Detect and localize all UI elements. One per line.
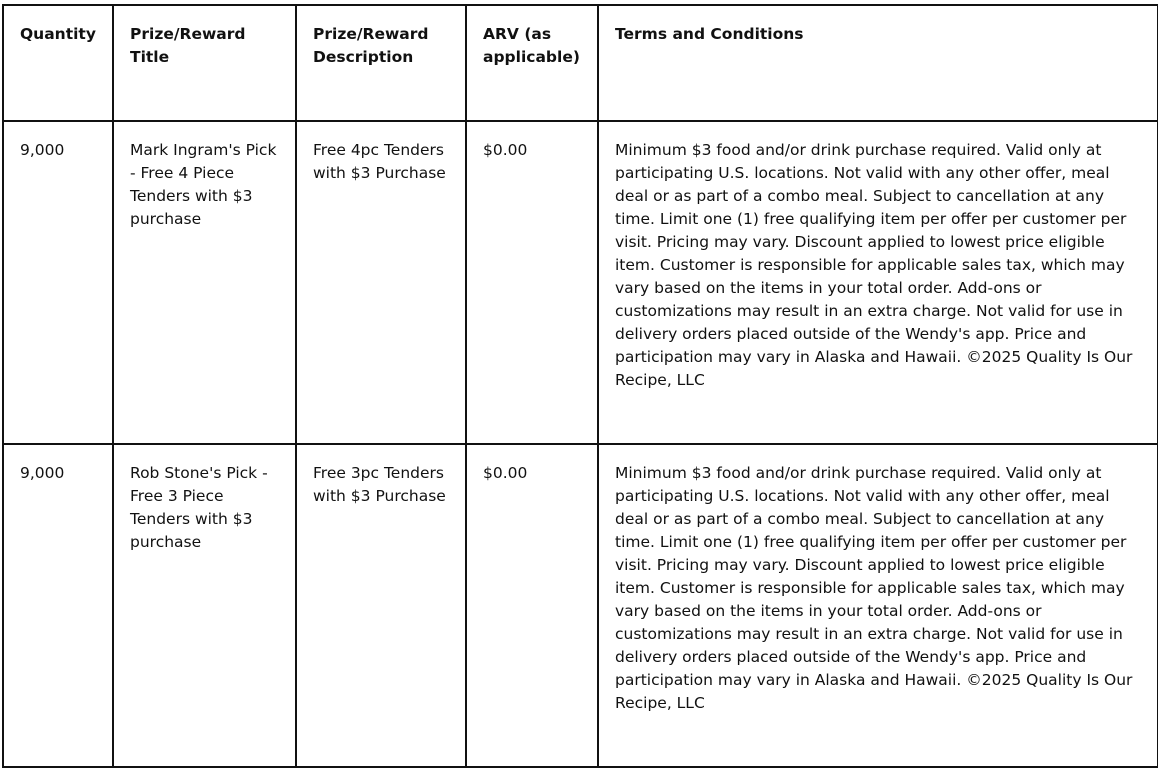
table-header <box>3 5 1158 121</box>
header-description: Prize/Reward Description <box>296 5 466 121</box>
cell-title: Mark Ingram's Pick - Free 4 Piece Tenders with $3 purchase <box>113 121 296 444</box>
cell-arv: $0.00 <box>466 444 598 767</box>
cell-arv: $0.00 <box>466 121 598 444</box>
cell-title: Rob Stone's Pick - Free 3 Piece Tenders with $3 purchase <box>113 444 296 767</box>
prize-table <box>2 4 1158 768</box>
cell-quantity: 9,000 <box>3 121 113 444</box>
table-row <box>3 444 1158 767</box>
header-title: Prize/Reward Title <box>113 5 296 121</box>
header-terms: Terms and Conditions <box>598 5 1158 121</box>
table-body <box>3 121 1158 767</box>
cell-quantity: 9,000 <box>3 444 113 767</box>
header-quantity: Quantity <box>3 5 113 121</box>
table-row <box>3 121 1158 444</box>
header-row <box>3 5 1158 121</box>
cell-description: Free 4pc Tenders with $3 Purchase <box>296 121 466 444</box>
cell-description: Free 3pc Tenders with $3 Purchase <box>296 444 466 767</box>
cell-terms: Minimum $3 food and/or drink purchase required. Valid only at participating U.S. locations. Not valid with any other offer, meal deal or as part of a combo meal. Subject to cancellation at any time. Limit one (1) free qualifying item per offer per customer per visit. Pricing may vary. Discount applied to lowest price eligible item. Customer is responsible for applicable sales tax, which may vary based on the items in your total order. Add-ons or customizations may result in an extra charge. Not valid for use in delivery orders placed outside of the Wendy's app. Price and participation may vary in Alaska and Hawaii. ©2025 Quality Is Our Recipe, LLC <box>598 121 1158 444</box>
header-arv: ARV (as applicable) <box>466 5 598 121</box>
cell-terms: Minimum $3 food and/or drink purchase required. Valid only at participating U.S. locations. Not valid with any other offer, meal deal or as part of a combo meal. Subject to cancellation at any time. Limit one (1) free qualifying item per offer per customer per visit. Pricing may vary. Discount applied to lowest price eligible item. Customer is responsible for applicable sales tax, which may vary based on the items in your total order. Add-ons or customizations may result in an extra charge. Not valid for use in delivery orders placed outside of the Wendy's app. Price and participation may vary in Alaska and Hawaii. ©2025 Quality Is Our Recipe, LLC <box>598 444 1158 767</box>
